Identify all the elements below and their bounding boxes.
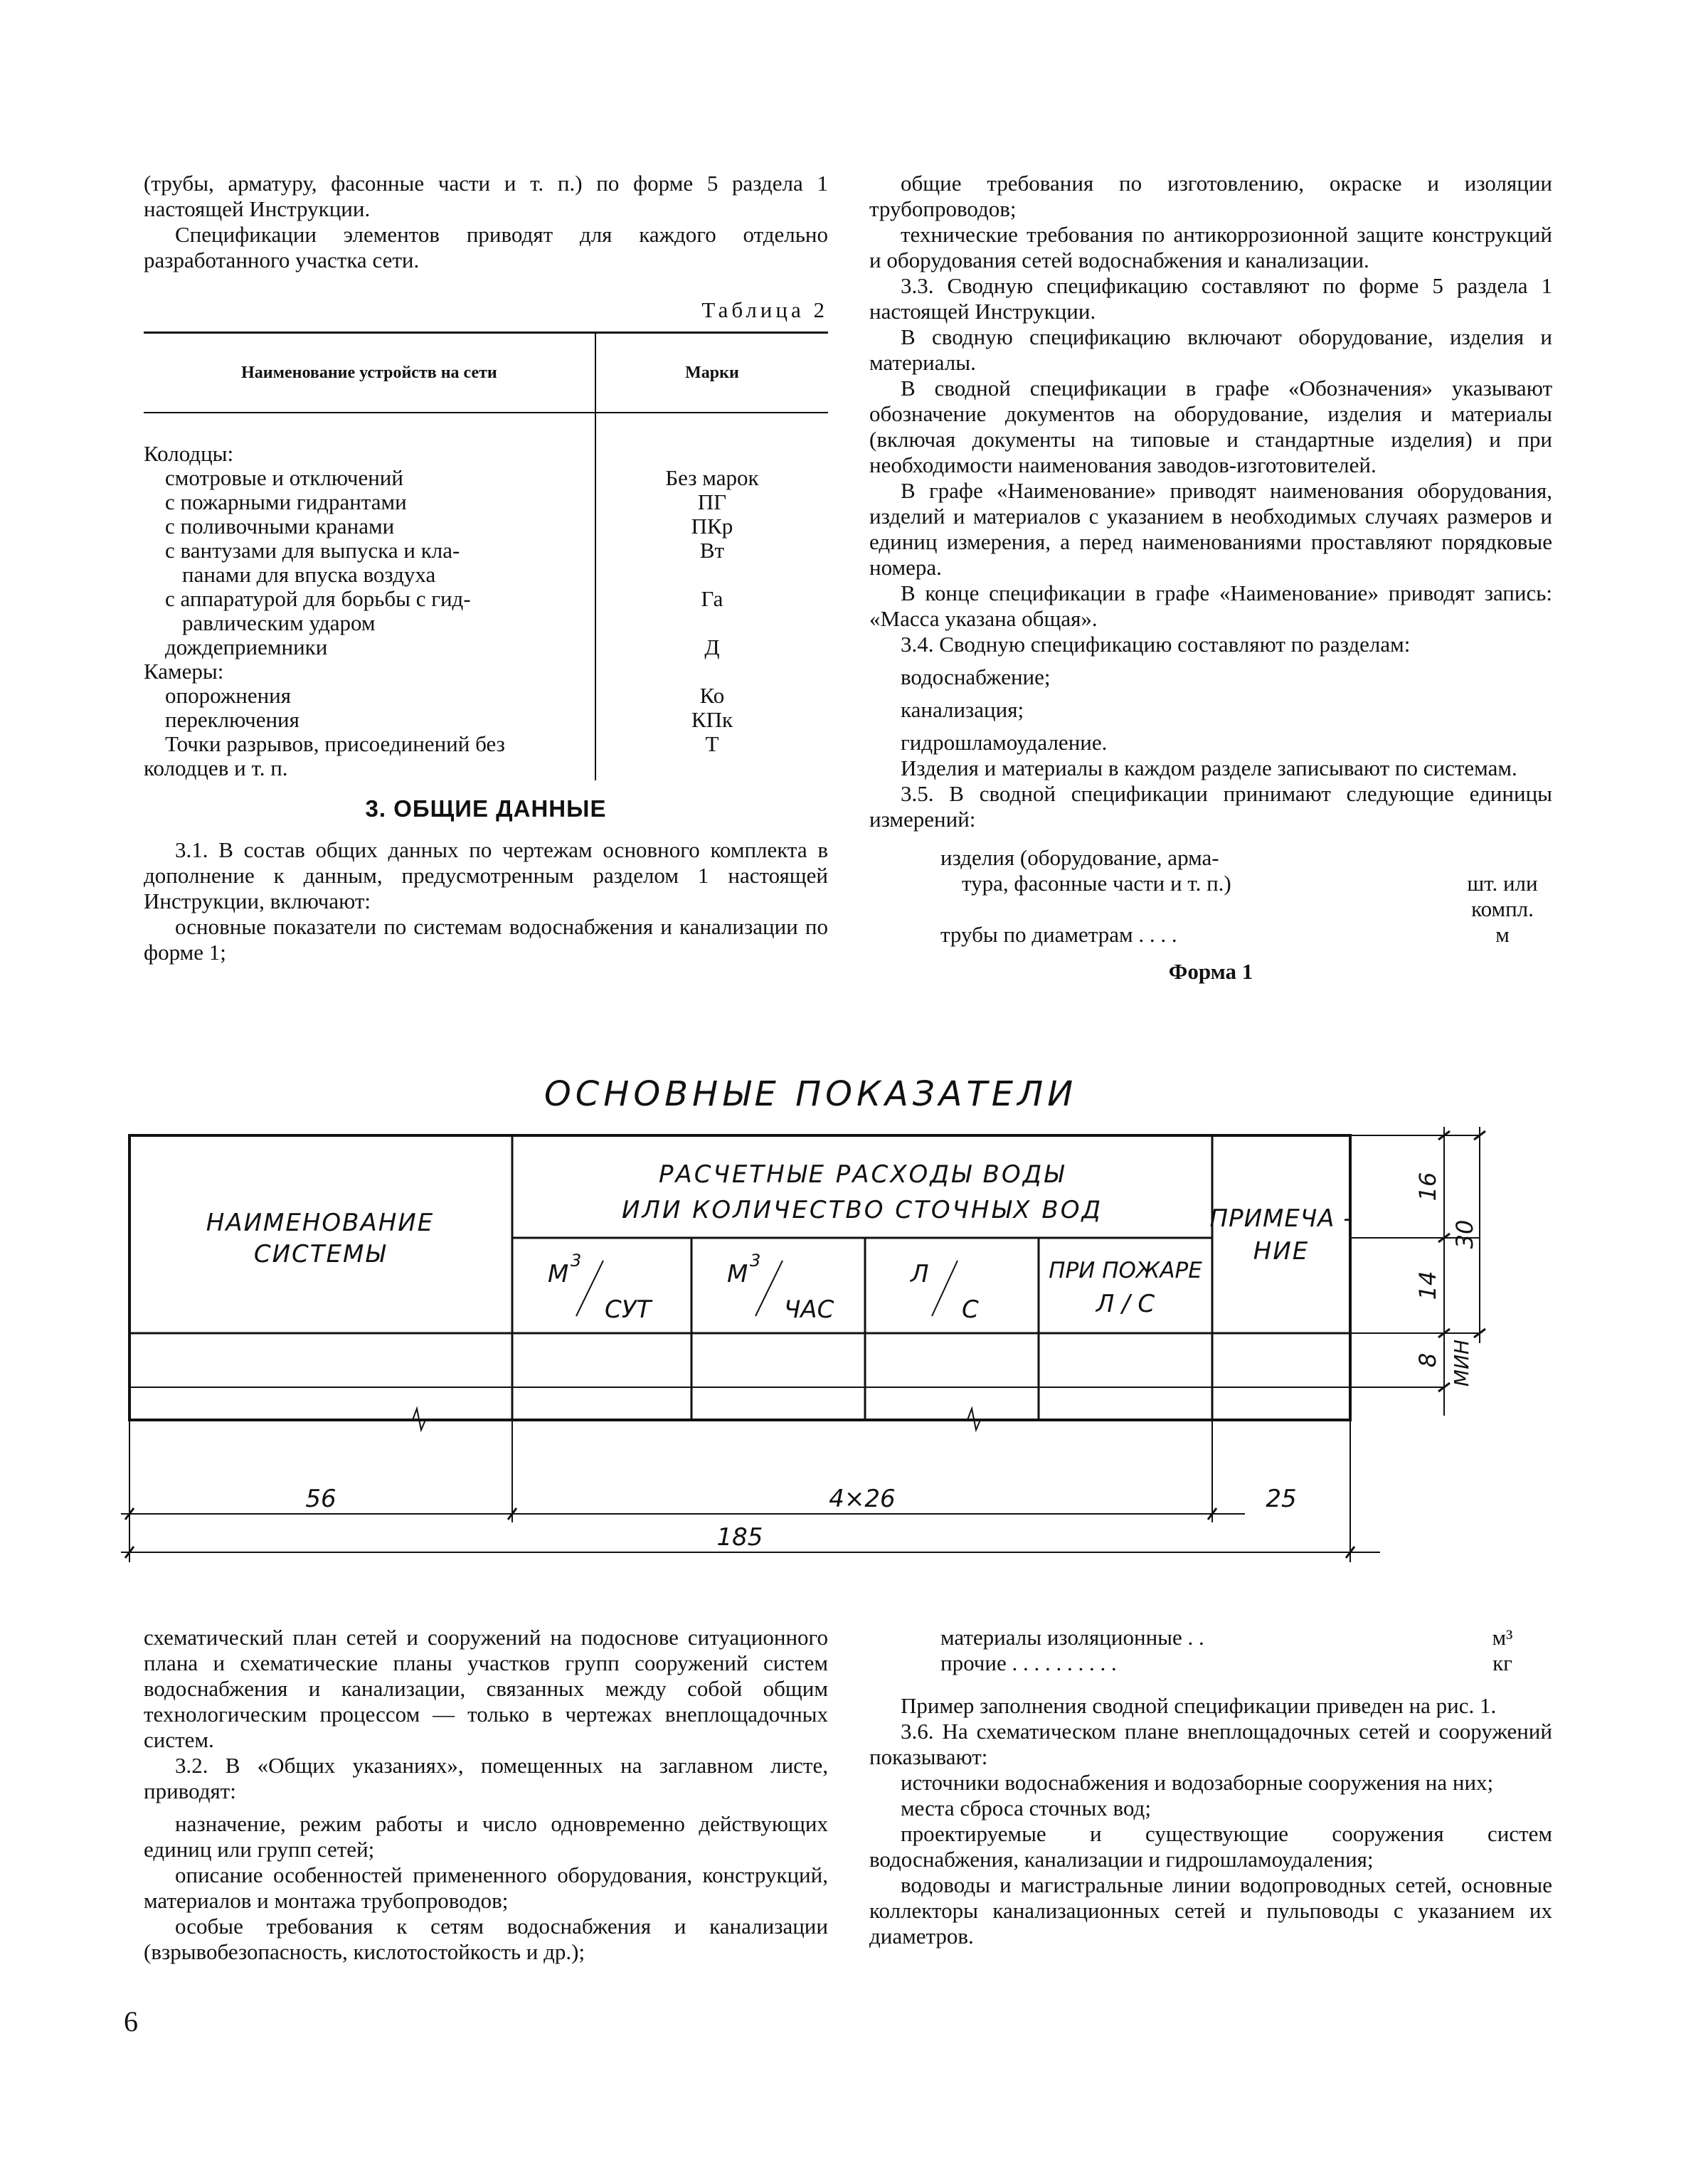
- paragraph: назначение, режим работы и число одновременно действующих единиц или групп сетей;: [144, 1811, 828, 1862]
- unit-name: трубы по диаметрам . . . .: [940, 922, 1177, 947]
- table-mark: [596, 442, 828, 466]
- paragraph: 3.2. В «Общих указаниях», помещенных на заглавном листе, приводят:: [144, 1753, 828, 1803]
- table-row: панами для впуска воздуха: [182, 562, 436, 587]
- unit-row: [940, 845, 1552, 871]
- table-header-name: Наименование устройств на сети: [144, 333, 595, 413]
- table-row: равлическим ударом: [182, 610, 376, 635]
- unit-value: компл.: [1471, 896, 1534, 921]
- right-column-top: [869, 171, 1552, 985]
- svg-text:С: С: [962, 1295, 979, 1324]
- subheader-fire-unit: Л / С: [1096, 1290, 1155, 1318]
- table-mark: ПКр: [691, 514, 733, 539]
- header-flow: ИЛИ КОЛИЧЕСТВО СТОЧНЫХ ВОД: [621, 1196, 1103, 1224]
- paragraph: проектируемые и существующие сооружения систем водоснабжения, канализации и гидрошламоудаления;: [869, 1821, 1552, 1872]
- dimension-label: 30: [1451, 1219, 1478, 1249]
- unit-name: материалы изоляционные . .: [940, 1625, 1204, 1650]
- table-row: с поливочными кранами: [165, 514, 395, 539]
- form-1-svg: [114, 1060, 1579, 1579]
- dimension-label: 185: [716, 1523, 763, 1552]
- paragraph: В графе «Наименование» приводят наименования оборудования, изделий и материалов с указанием в необходимых случаях размеров и единиц измерения, а перед наименованиями проставляют порядковые номера.: [869, 478, 1552, 580]
- section-title: 3. ОБЩИЕ ДАННЫЕ: [365, 795, 607, 822]
- unit-row: [940, 922, 1552, 948]
- header-note: НИЕ: [1253, 1237, 1310, 1266]
- paragraph: гидрошламоудаление.: [901, 730, 1108, 755]
- header-system: СИСТЕМЫ: [253, 1240, 387, 1268]
- paragraph: В сводной спецификации в графе «Обозначения» указывают обозначение документов на оборудование, изделия и материалы (включая документы на типовые и стандартные изделия) и при необходимости наименования заводов-изготовителей.: [869, 376, 1552, 477]
- svg-text:ЧАС: ЧАС: [784, 1295, 834, 1324]
- paragraph: общие требования по изготовлению, окраске и изоляции трубопроводов;: [869, 171, 1552, 221]
- table-row: переключения: [165, 707, 299, 732]
- table-row: колодцев и т. п.: [144, 756, 288, 780]
- table-mark: Т: [705, 731, 719, 756]
- table-marks-cell: [595, 413, 828, 780]
- unit-value: кг: [1492, 1650, 1512, 1675]
- dimension-label: 16: [1414, 1172, 1441, 1202]
- paragraph: канализация;: [901, 697, 1024, 722]
- svg-text:СУТ: СУТ: [605, 1295, 652, 1324]
- paragraph: схематический план сетей и сооружений на подоснове ситуационного плана и схематические планы участков групп сооружений систем водоснабжения и канализации, связанных между собой общим технологическим процессом — только в чертежах внеплощадочных систем.: [144, 1625, 828, 1752]
- table-row: с пожарными гидрантами: [165, 489, 407, 514]
- units-list: [869, 845, 1552, 948]
- unit-name: изделия (оборудование, арма-: [940, 845, 1219, 870]
- paragraph: 3.4. Сводную спецификацию составляют по разделам:: [901, 632, 1411, 657]
- svg-text:3: 3: [571, 1251, 582, 1271]
- table-mark: Га: [701, 586, 723, 611]
- paragraph: 3.3. Сводную спецификацию составляют по форме 5 раздела 1 настоящей Инструкции.: [869, 273, 1552, 324]
- table-mark: КПк: [691, 707, 733, 732]
- form-1-drawing: [114, 1060, 1579, 1579]
- break-line: [129, 1409, 1350, 1430]
- header-note: ПРИМЕЧА -: [1209, 1204, 1353, 1233]
- dimension-label: 25: [1266, 1485, 1297, 1513]
- paragraph: 3.5. В сводной спецификации принимают следующие единицы измерений:: [869, 781, 1552, 832]
- table-mark: Вт: [699, 538, 725, 563]
- table-label: Таблица 2: [701, 297, 828, 322]
- header-system: НАИМЕНОВАНИЕ: [206, 1209, 435, 1237]
- table-row: Точки разрывов, присоединений без: [165, 731, 505, 756]
- table-names: [144, 442, 595, 780]
- paragraph: 3.6. На схематическом плане внеплощадочных сетей и сооружений показывают:: [869, 1719, 1552, 1769]
- unit-value: м³: [1492, 1625, 1513, 1650]
- table-header-mark: Марки: [595, 333, 828, 413]
- paragraph: основные показатели по системам водоснабжения и канализации по форме 1;: [144, 914, 828, 965]
- left-column-top: [144, 171, 828, 965]
- dimension-label: 8: [1414, 1352, 1441, 1368]
- table-row: смотровые и отключений: [165, 465, 403, 490]
- table-row: Колодцы:: [144, 441, 234, 466]
- unit-value: шт. или: [1467, 871, 1538, 896]
- unit-row: [940, 871, 1552, 896]
- table-mark: Д: [704, 635, 720, 659]
- paragraph: (трубы, арматуру, фасонные части и т. п.) по форме 5 раздела 1 настоящей Инструкции.: [144, 171, 828, 221]
- right-column-bottom: [869, 1625, 1552, 1949]
- paragraph: источники водоснабжения и водозаборные сооружения на них;: [901, 1770, 1494, 1795]
- table-2: [144, 332, 828, 780]
- table-row: с аппаратурой для борьбы с гид-: [165, 586, 471, 611]
- paragraph: В конце спецификации в графе «Наименование» приводят запись: «Масса указана общая».: [869, 581, 1552, 631]
- table-marks: [596, 442, 828, 780]
- paragraph: водоснабжение;: [901, 664, 1051, 689]
- dimension-label: 14: [1414, 1271, 1441, 1300]
- table-mark: ПГ: [697, 489, 727, 514]
- table-row: Камеры:: [144, 659, 224, 684]
- unit-row: [940, 1625, 1552, 1650]
- header-flow: РАСЧЕТНЫЕ РАСХОДЫ ВОДЫ: [659, 1160, 1066, 1189]
- page-number: 6: [124, 2005, 138, 2037]
- dimension-label: 4×26: [829, 1485, 896, 1513]
- unit-row: [940, 896, 1552, 922]
- table-names-cell: [144, 413, 595, 780]
- unit-row: [940, 1650, 1552, 1676]
- form-title: ОСНОВНЫЕ ПОКАЗАТЕЛИ: [544, 1074, 1078, 1114]
- table-row: опорожнения: [165, 683, 292, 708]
- paragraph: 3.1. В состав общих данных по чертежам основного комплекта в дополнение к данным, предусмотренным разделом 1 настоящей Инструкции, включают:: [144, 837, 828, 913]
- paragraph: водоводы и магистральные линии водопроводных сетей, основные коллекторы канализационных сетей и пульповоды с указанием их диаметров.: [869, 1872, 1552, 1949]
- table-row: с вантузами для выпуска и кла-: [165, 538, 460, 563]
- paragraph: В сводную спецификацию включают оборудование, изделия и материалы.: [869, 324, 1552, 375]
- paragraph: Пример заполнения сводной спецификации приведен на рис. 1.: [901, 1693, 1497, 1718]
- table-mark: [596, 659, 828, 684]
- dimension-label: МИН: [1450, 1339, 1473, 1387]
- svg-text:М: М: [727, 1260, 748, 1288]
- svg-text:Л: Л: [911, 1260, 929, 1288]
- subheader-m3-hour: [727, 1251, 834, 1324]
- unit-name: прочие . . . . . . . . . .: [940, 1650, 1117, 1675]
- table-mark: Ко: [699, 683, 725, 708]
- subheader-m3-day: [548, 1251, 652, 1324]
- subheader-fire: ПРИ ПОЖАРЕ: [1049, 1258, 1202, 1283]
- svg-text:3: 3: [750, 1251, 761, 1271]
- table-row: дождеприемники: [165, 635, 328, 659]
- dimension-label: 56: [305, 1485, 336, 1513]
- svg-text:М: М: [548, 1260, 569, 1288]
- paragraph: Спецификации элементов приводят для каждого отдельно разработанного участка сети.: [144, 222, 828, 272]
- paragraph: особые требования к сетям водоснабжения и канализации (взрывобезопасность, кислотостойкость и др.);: [144, 1914, 828, 1964]
- paragraph: описание особенностей примененного оборудования, конструкций, материалов и монтажа трубопроводов;: [144, 1862, 828, 1913]
- unit-name: тура, фасонные части и т. п.): [962, 871, 1231, 896]
- paragraph: места сброса сточных вод;: [901, 1796, 1151, 1820]
- form-label: Форма 1: [1168, 959, 1253, 984]
- table-mark: Без марок: [665, 465, 759, 490]
- left-column-bottom: [144, 1625, 828, 1965]
- paragraph: технические требования по антикоррозионной защите конструкций и оборудования сетей водоснабжения и канализации.: [869, 222, 1552, 272]
- subheader-l-s: [909, 1260, 979, 1324]
- units-list-2: [869, 1625, 1552, 1676]
- paragraph: Изделия и материалы в каждом разделе записывают по системам.: [901, 756, 1517, 780]
- unit-value: м: [1495, 922, 1510, 947]
